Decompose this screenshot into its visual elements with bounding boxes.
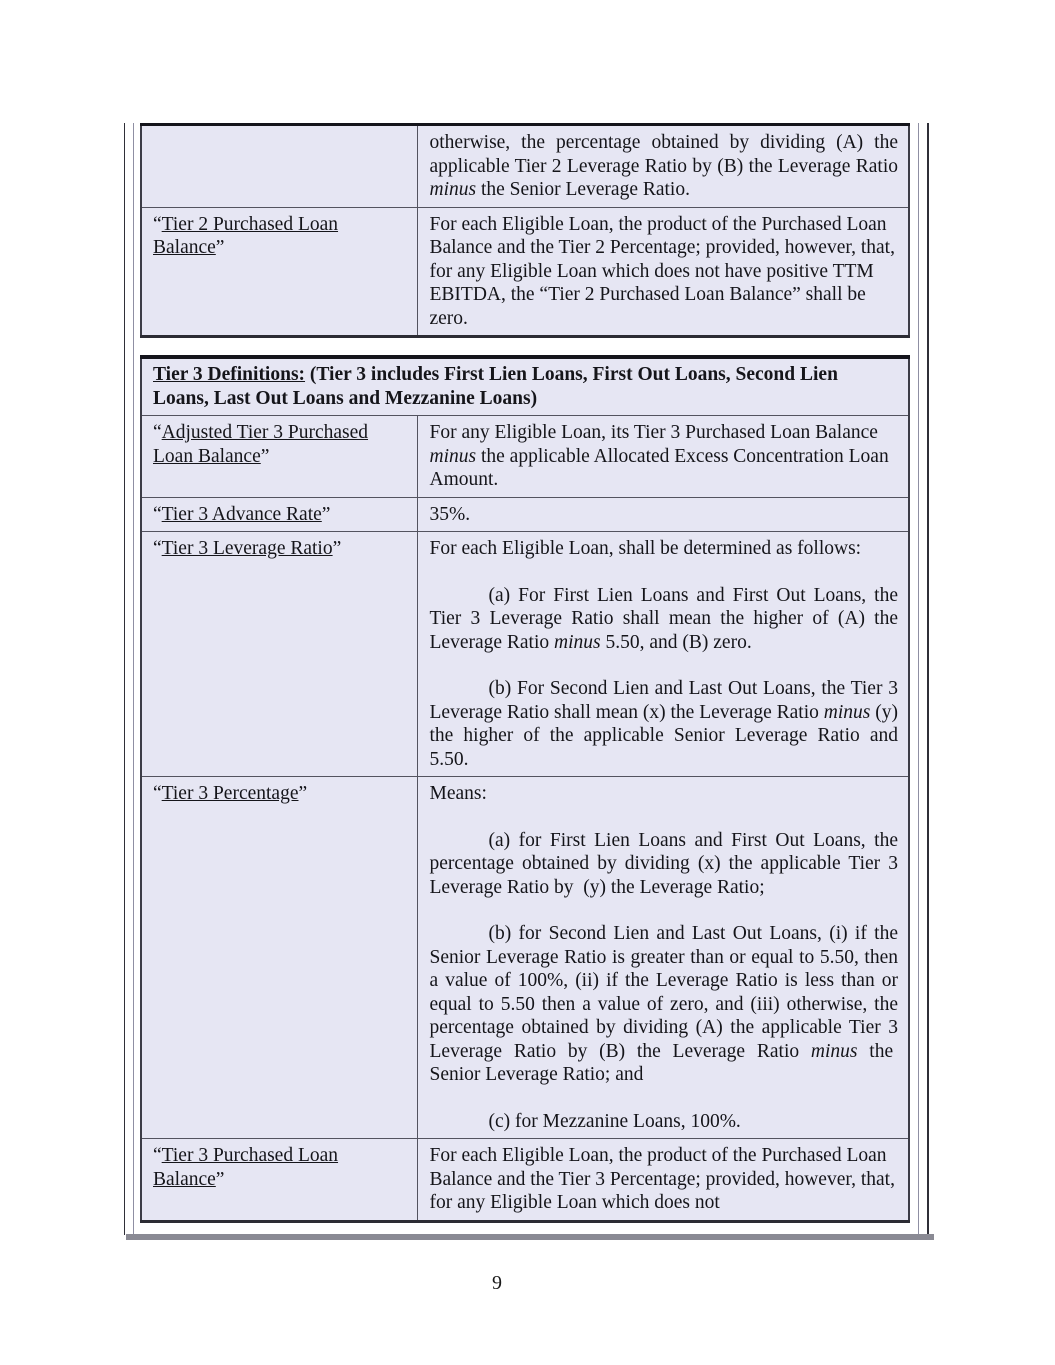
definition-cell [417,777,909,1139]
definition-paragraph: For any Eligible Loan, its Tier 3 Purchased Loan Balance minus the applicable Allocated Excess Concentration Loan Amount. [429,422,889,490]
definition-cell [417,1139,909,1222]
table-row [141,532,909,777]
term-cell-tier3-percentage [141,777,417,1139]
term-label: “Tier 3 Advance Rate” [153,503,331,525]
term-label: “Tier 3 Percentage” [153,783,308,804]
table-row [141,1139,909,1222]
page-border-left-inner [133,123,134,1235]
term-cell-tier2-purchased-loan-balance [141,207,417,337]
page-border-left-outer [124,123,125,1235]
definition-paragraph: (a) for First Lien Loans and First Out Loans, the percentage obtained by dividing (x) the applicable Tier 3 Leverage Ratio by (y) the Leverage Ratio; [429,829,898,898]
definition-cell [417,416,909,498]
table-header-row [141,357,909,416]
definition-cell [417,532,909,777]
definition-paragraph: otherwise, the percentage obtained by dividing (A) the applicable Tier 2 Leverage Ratio by (B) the Leverage Ratio minus the Senior Leverage Ratio. [429,132,898,200]
definition-paragraph: For each Eligible Loan, shall be determined as follows: [429,538,862,559]
term-label: “Tier 3 Leverage Ratio” [153,538,342,559]
term-label: “Tier 3 Purchased Loan Balance” [153,1145,339,1190]
table-row [141,416,909,498]
term-label: “Adjusted Tier 3 Purchased Loan Balance” [153,422,369,467]
term-cell-tier3-purchased-loan-balance [141,1139,417,1222]
page-border-bottom-shadow [126,1234,934,1240]
table-row [141,207,909,337]
definition-paragraph: (b) for Second Lien and Last Out Loans, (i) if the Senior Leverage Ratio is greater than or equal to 5.50, then a value of 100%, (ii) if the Leverage Ratio is less than or equal to 5.50 then a value of zero, and (iii) otherwise, the percentage obtained by dividing (A) the applicable Tier 3 Leverage Ratio by (B) the Leverage Ratio minus the Senior Leverage Ratio; and [429,923,898,1085]
definition-paragraph: For each Eligible Loan, the product of the Purchased Loan Balance and the Tier 2 Percentage; provided, however, that, for any Eligible Loan which does not have positive TTM EBITDA, the “Tier 2 Purchased Loan Balance” shall be zero. [429,213,895,329]
term-cell-adjusted-tier3-purchased-loan-balance [141,416,417,498]
term-cell-empty [141,125,417,208]
definition-paragraph: (c) for Mezzanine Loans, 100%. [488,1110,741,1132]
term-cell-tier3-leverage-ratio [141,532,417,777]
page-border-right-outer [927,123,929,1235]
definition-cell [417,207,909,337]
table-row [141,497,909,532]
definition-paragraph: Means: [429,783,487,804]
page-border-right-inner [918,123,919,1235]
table-row [141,125,909,208]
page-content [140,123,910,1223]
tier3-definitions-header: Tier 3 Definitions: (Tier 3 includes First Lien Loans, First Out Loans, Second Lien Loans, Last Out Loans and Mezzanine Loans) [141,357,909,416]
definition-paragraph: (b) For Second Lien and Last Out Loans, the Tier 3 Leverage Ratio shall mean (x) the Leverage Ratio minus (y) the higher of the applicable Senior Leverage Ratio and 5.50. [429,678,898,770]
definition-paragraph: For each Eligible Loan, the product of the Purchased Loan Balance and the Tier 3 Percentage; provided, however, that, for any Eligible Loan which does not [429,1145,895,1213]
definition-cell [417,497,909,532]
definition-cell [417,125,909,208]
definition-paragraph: (a) For First Lien Loans and First Out Loans, the Tier 3 Leverage Ratio shall mean the higher of (A) the Leverage Ratio minus 5.50, and (B) zero. [429,584,898,653]
table-row [141,777,909,1139]
term-label: “Tier 2 Purchased Loan Balance” [153,213,339,258]
definition-paragraph: 35%. [429,503,471,525]
tier3-definitions-table [140,355,910,1223]
tier2-definitions-table [140,123,910,338]
term-cell-tier3-advance-rate [141,497,417,532]
page-number: 9 [492,1272,502,1294]
